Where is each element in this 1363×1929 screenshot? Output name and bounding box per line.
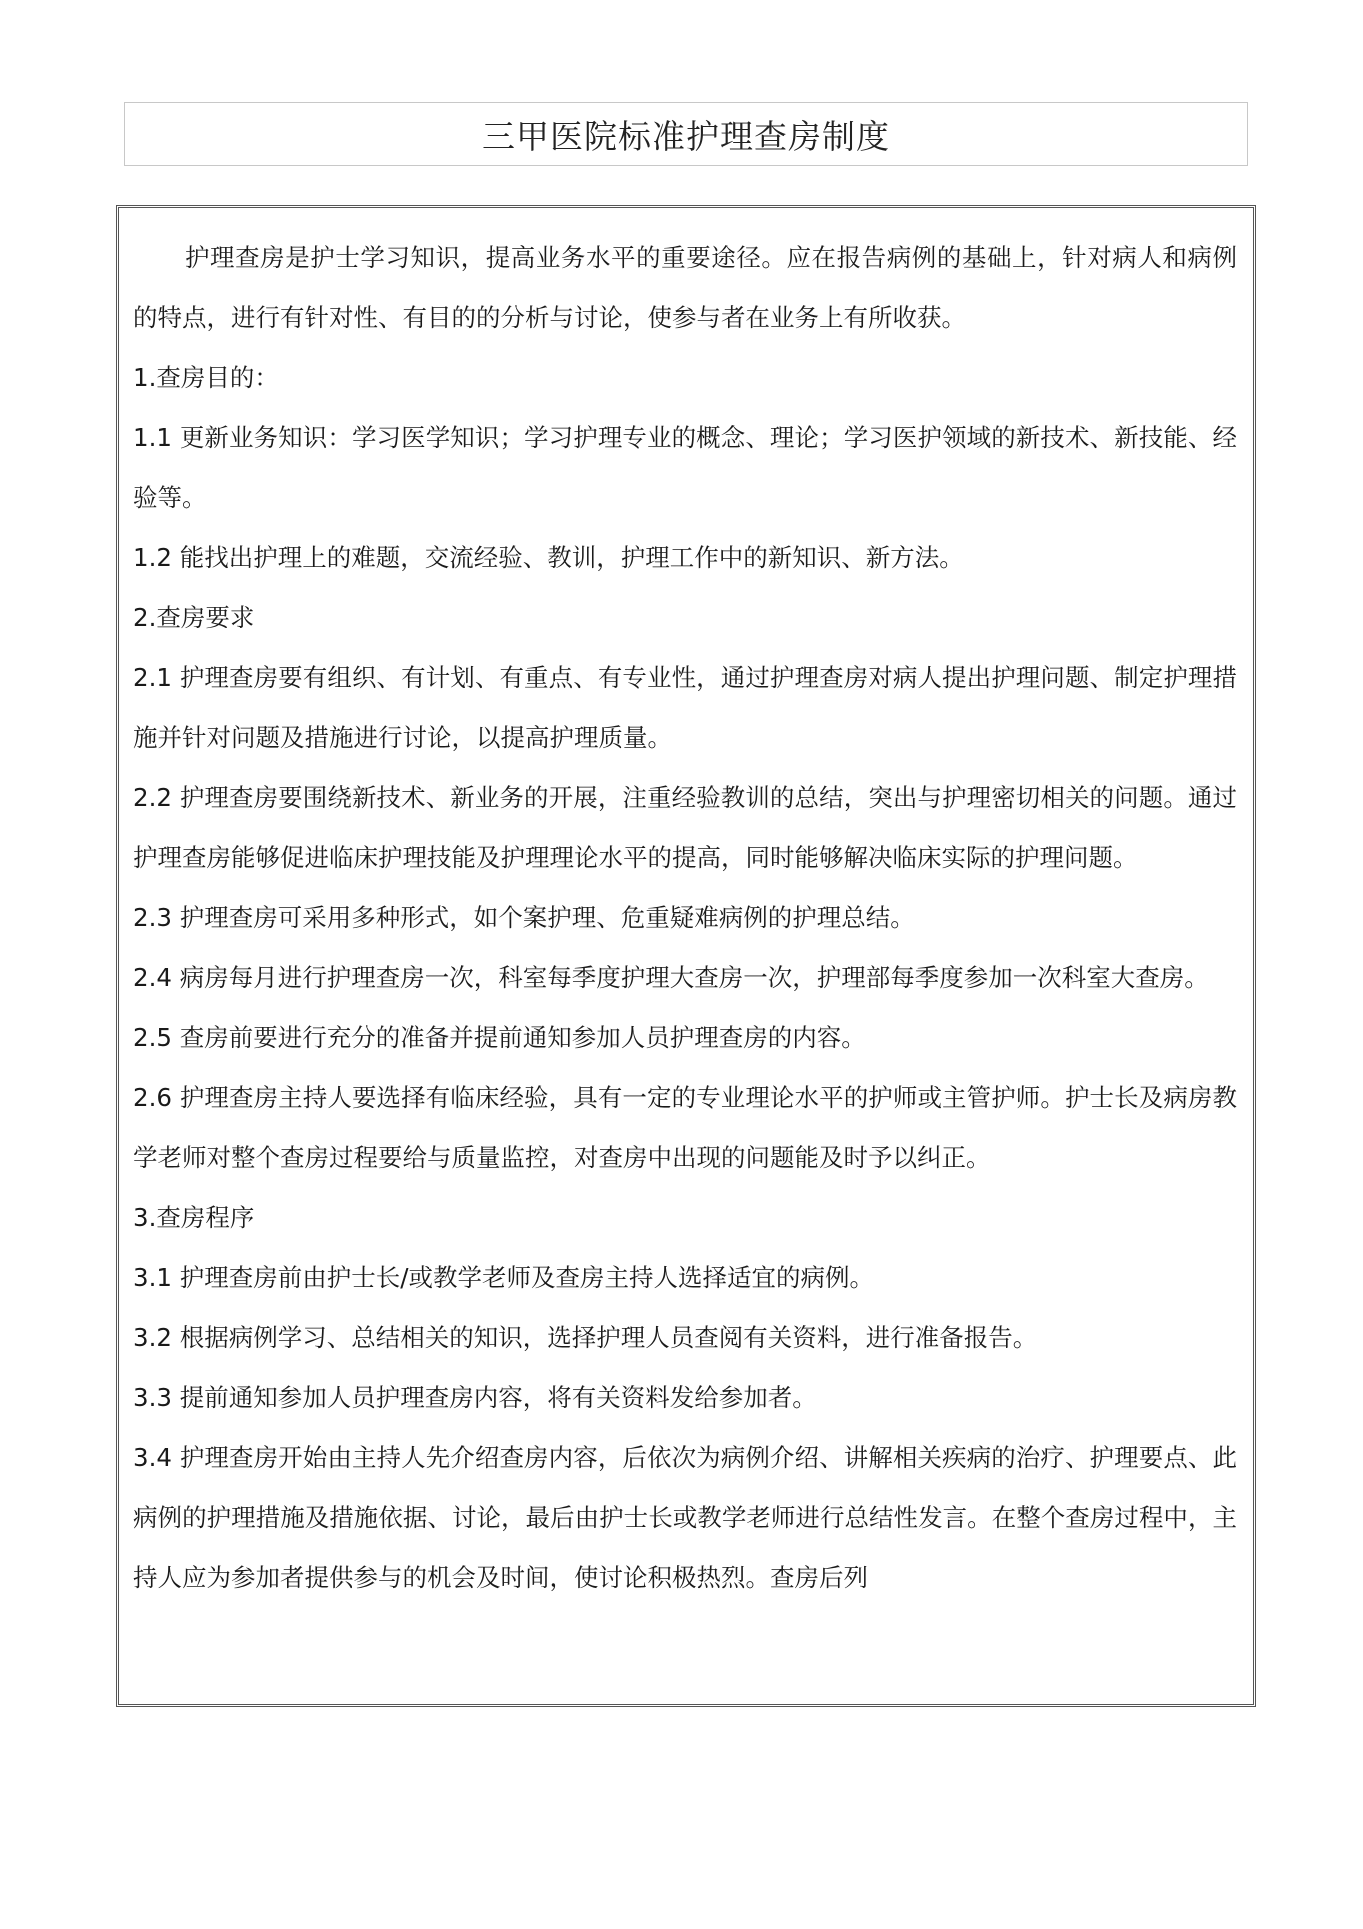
paragraph: 护理查房是护士学习知识，提高业务水平的重要途径。应在报告病例的基础上，针对病人和病例的特点，进行有针对性、有目的的分析与讨论，使参与者在业务上有所收获。 — [133, 243, 1237, 332]
paragraph: 2.2 护理查房要围绕新技术、新业务的开展，注重经验教训的总结，突出与护理密切相关的问题。通过护理查房能够促进临床护理技能及护理理论水平的提高，同时能够解决临床实际的护理问题。 — [133, 783, 1237, 872]
paragraph: 3.4 护理查房开始由主持人先介绍查房内容，后依次为病例介绍、讲解相关疾病的治疗、护理要点、此病例的护理措施及措施依据、讨论，最后由护士长或教学老师进行总结性发言。在整个查房过程中，主持人应为参加者提供参与的机会及时间，使讨论积极热烈。查房后列 — [133, 1443, 1237, 1592]
content-box — [116, 205, 1256, 1707]
title-box — [124, 102, 1248, 166]
document-title: 三甲医院标准护理查房制度 — [482, 116, 890, 156]
paragraph: 1.1 更新业务知识：学习医学知识；学习护理专业的概念、理论；学习医护领域的新技术、新技能、经验等。 — [133, 423, 1237, 512]
paragraph: 2.3 护理查房可采用多种形式，如个案护理、危重疑难病例的护理总结。 — [133, 903, 915, 932]
paragraph: 2.1 护理查房要有组织、有计划、有重点、有专业性，通过护理查房对病人提出护理问题、制定护理措施并针对问题及措施进行讨论，以提高护理质量。 — [133, 663, 1237, 752]
paragraph: 1.2 能找出护理上的难题，交流经验、教训，护理工作中的新知识、新方法。 — [133, 543, 964, 572]
paragraph: 3.2 根据病例学习、总结相关的知识，选择护理人员查阅有关资料，进行准备报告。 — [133, 1323, 1038, 1352]
paragraph: 3.1 护理查房前由护士长/或教学老师及查房主持人选择适宜的病例。 — [133, 1263, 875, 1292]
section-heading: 2.查房要求 — [133, 603, 255, 632]
paragraph: 2.5 查房前要进行充分的准备并提前通知参加人员护理查房的内容。 — [133, 1023, 866, 1052]
paragraph: 2.4 病房每月进行护理查房一次，科室每季度护理大查房一次，护理部每季度参加一次科室大查房。 — [133, 963, 1209, 992]
section-heading: 1.查房目的： — [133, 363, 279, 392]
section-heading: 3.查房程序 — [133, 1203, 255, 1232]
paragraph: 2.6 护理查房主持人要选择有临床经验，具有一定的专业理论水平的护师或主管护师。护士长及病房教学老师对整个查房过程要给与质量监控，对查房中出现的问题能及时予以纠正。 — [133, 1083, 1237, 1172]
paragraph: 3.3 提前通知参加人员护理查房内容，将有关资料发给参加者。 — [133, 1383, 817, 1412]
